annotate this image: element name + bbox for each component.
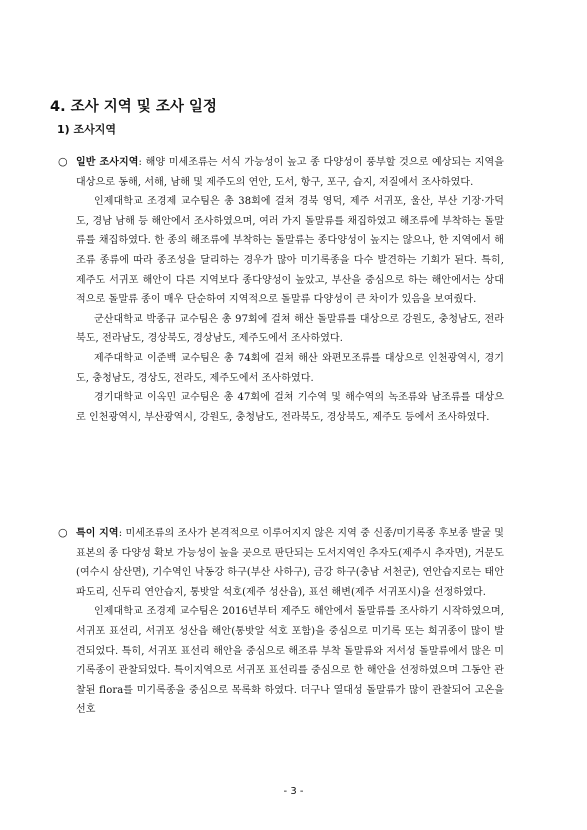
general-intro-text: : 해양 미세조류는 서식 가능성이 높고 종 다양성이 풍부할 것으로 예상되는 지역을 대상으로 동해, 서해, 남해 및 제주도의 연안, 도서, 항구, 포구, 습지, 저질에서 조사하였다. — [76, 157, 504, 188]
special-area-section — [58, 523, 504, 720]
special-lead-label: 특이 지역 — [76, 528, 119, 539]
general-survey-section — [58, 152, 504, 427]
general-lead-label: 일반 조사지역 — [76, 157, 139, 168]
body-paragraph: 군산대학교 박종규 교수팀은 총 97회에 걸쳐 해산 돌말류를 대상으로 강원도, 충청남도, 전라북도, 전라남도, 경상북도, 경상남도, 제주도에서 조사하였다. — [76, 313, 504, 345]
special-intro-text: : 미세조류의 조사가 본격적으로 이루어지지 않은 지역 중 신종/미기록종 후보종 발굴 및 표본의 종 다양성 확보 가능성이 높을 곳으로 판단되는 도서지역인 추자도(제주시 추자면), 거문도(여수시 삼산면), 기수역인 낙동강 하구(부산 사하구), 금강 하구(충남 서천군), 연안습지로는 태안 파도리, 신두리 연안습지, 통밧알 석호(제주 성산읍), 표선 해변(제주 서귀포시)을 선정하였다. — [76, 528, 504, 598]
circle-bullet-icon: ○ — [58, 155, 68, 168]
subsection-heading: 1) 조사지역 — [57, 123, 117, 136]
body-paragraph: 경기대학교 이옥민 교수팀은 총 47회에 걸쳐 기수역 및 해수역의 녹조류와 남조류를 대상으로 인천광역시, 부산광역시, 강원도, 충청남도, 전라북도, 경상북도, 제주도 등에서 조사하였다. — [76, 392, 504, 423]
body-paragraph: 인제대학교 조경제 교수팀은 2016년부터 제주도 해안에서 돌말류를 조사하기 시작하였으며, 서귀포 표선리, 서귀포 성산읍 해안(통밧알 석호 포함)을 중심으로 미기록 또는 희귀종이 많이 발견되었다. 특히, 서귀포 표선리 해안을 중심으로 해조류 부착 돌말류와 저서성 돌말류에서 많은 미기록종이 관찰되었다. 특이지역으로 서귀포 표선리를 중심으로 한 해안을 선정하였으며 그동안 관찰된 flora를 미기록종을 중심으로 목록화 하였다. 더구나 열대성 돌말류가 많이 관찰되어 고온을 선호 — [76, 606, 504, 716]
section-heading: 4. 조사 지역 및 조사 일정 — [50, 99, 217, 115]
body-paragraph: 인제대학교 조경제 교수팀은 총 38회에 걸쳐 경북 영덕, 제주 서귀포, 울산, 부산 기장·가덕도, 경남 남해 등 해안에서 조사하였으며, 여러 가지 돌말류를 채집하였고 해조류에 부착하는 돌말류를 채집하였다. 한 종의 해조류에 부착하는 돌말류는 종다양성이 높지는 않으나, 한 지역에서 해조류 종류에 따라 종조성을 달리하는 경우가 많아 미기록종을 다수 발견하는 기회가 된다. 특히, 제주도 서귀포 해안이 다른 지역보다 종다양성이 높았고, 부산을 중심으로 하는 해안에서는 상대적으로 돌말류 종이 매우 단순하여 지역적으로 돌말류 다양성이 큰 차이가 있음을 보여줬다. — [76, 196, 504, 306]
body-paragraph: 제주대학교 이준백 교수팀은 총 74회에 걸쳐 해산 와편모조류를 대상으로 인천광역시, 경기도, 충청남도, 경상도, 전라도, 제주도에서 조사하였다. — [76, 352, 504, 384]
special-intro-paragraph — [58, 523, 504, 602]
circle-bullet-icon: ○ — [58, 526, 68, 539]
page-number: - 3 - — [283, 786, 304, 797]
general-intro-paragraph — [58, 152, 504, 192]
